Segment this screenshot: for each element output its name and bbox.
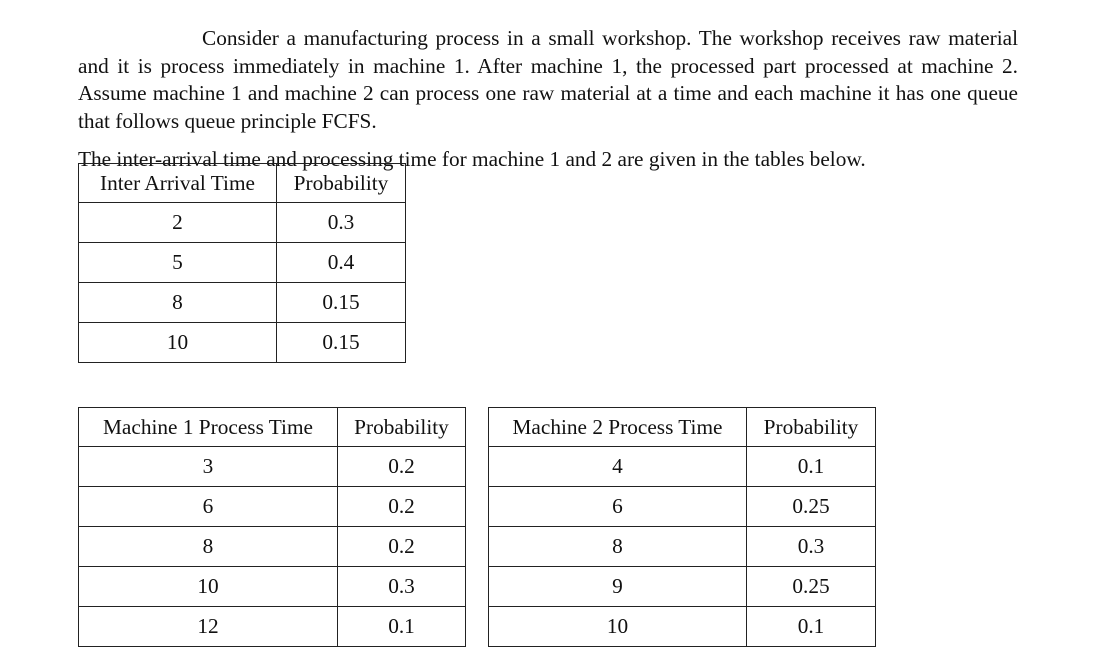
table-row [79,323,406,363]
cell-probability: 0.3 [747,527,876,567]
cell-time: 2 [79,203,277,243]
table-row [489,447,876,487]
cell-probability: 0.15 [277,323,406,363]
cell-time: 10 [79,323,277,363]
problem-paragraph: Consider a manufacturing process in a small workshop. The workshop receives raw material and it is process immediately in machine 1. After machine 1, the processed part processed at machine 2. Assume machine 1 and machine 2 can process one raw material at a time and each machine it has one queue that follows queue principle FCFS. [78,26,1018,133]
table-row [79,527,466,567]
cell-time: 10 [489,607,747,647]
header-probability: Probability [747,408,876,447]
cell-probability: 0.1 [338,607,466,647]
cell-probability: 0.2 [338,527,466,567]
cell-time: 8 [79,283,277,323]
table-row [489,527,876,567]
tables-intro: The inter-arrival time and processing time for machine 1 and 2 are given in the tables below. [78,147,866,172]
header-inter-arrival-time: Inter Arrival Time [79,164,277,203]
table-row [79,203,406,243]
cell-probability: 0.3 [277,203,406,243]
table-row [489,607,876,647]
table-header-row [79,408,466,447]
cell-time: 4 [489,447,747,487]
cell-probability: 0.25 [747,487,876,527]
cell-probability: 0.15 [277,283,406,323]
header-machine1-process-time: Machine 1 Process Time [79,408,338,447]
table-row [79,607,466,647]
cell-probability: 0.1 [747,447,876,487]
machine1-process-table [78,407,466,647]
header-probability: Probability [277,164,406,203]
cell-probability: 0.3 [338,567,466,607]
table-row [79,447,466,487]
cell-probability: 0.2 [338,487,466,527]
table-row [79,243,406,283]
table-header-row [79,164,406,203]
cell-probability: 0.2 [338,447,466,487]
table-row [489,487,876,527]
header-probability: Probability [338,408,466,447]
cell-probability: 0.4 [277,243,406,283]
cell-time: 6 [79,487,338,527]
table-header-row [489,408,876,447]
cell-time: 5 [79,243,277,283]
table-row [79,487,466,527]
cell-probability: 0.25 [747,567,876,607]
table-row [79,567,466,607]
inter-arrival-table [78,163,406,363]
cell-time: 12 [79,607,338,647]
cell-time: 3 [79,447,338,487]
cell-time: 8 [489,527,747,567]
header-machine2-process-time: Machine 2 Process Time [489,408,747,447]
machine2-process-table [488,407,876,647]
table-row [79,283,406,323]
cell-time: 6 [489,487,747,527]
cell-time: 8 [79,527,338,567]
table-row [489,567,876,607]
cell-time: 9 [489,567,747,607]
cell-time: 10 [79,567,338,607]
cell-probability: 0.1 [747,607,876,647]
